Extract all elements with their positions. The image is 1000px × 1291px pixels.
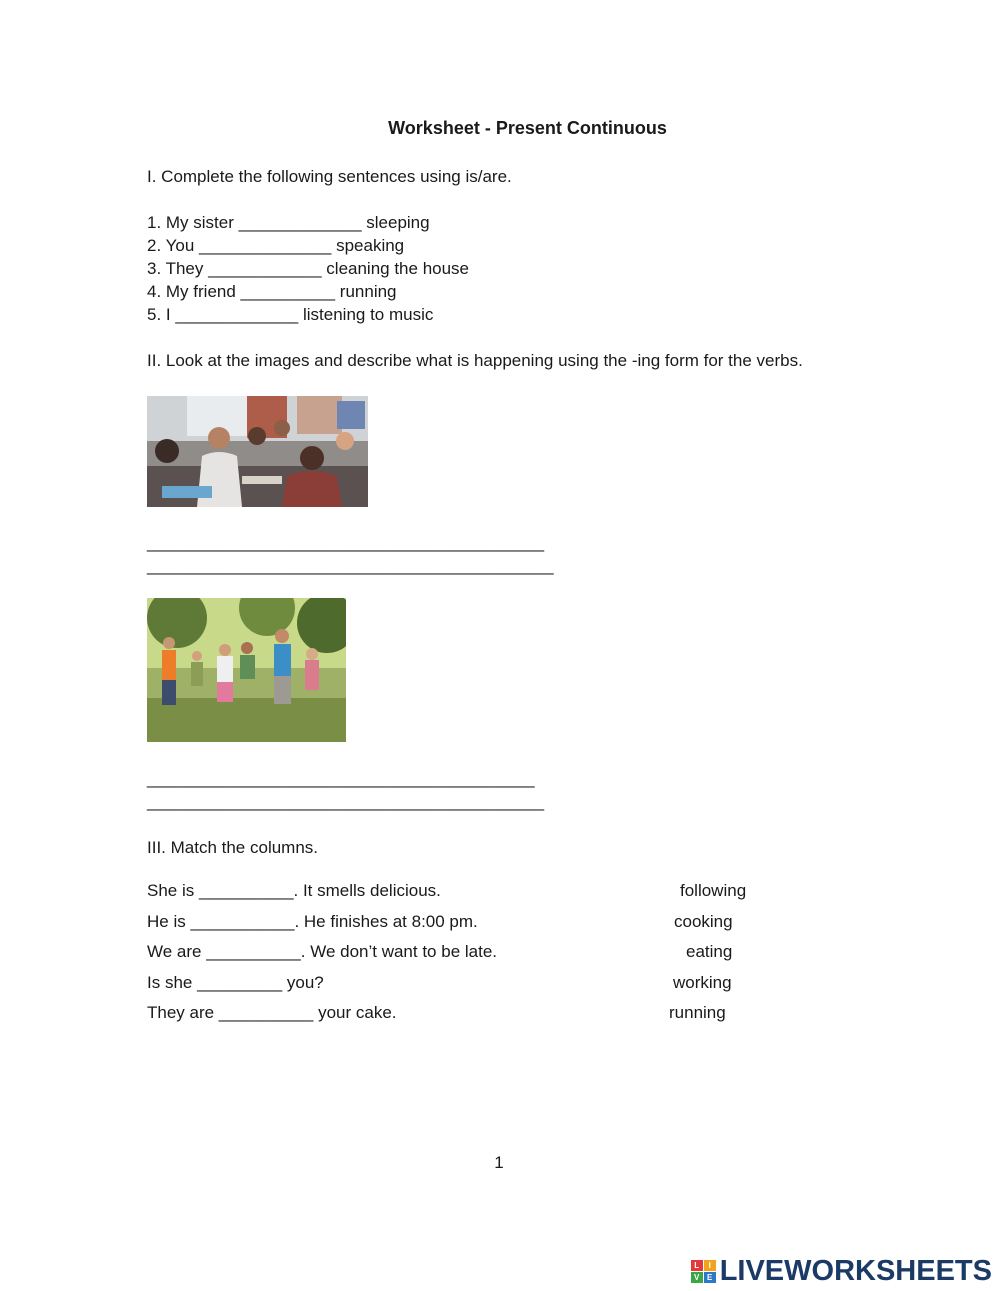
match-sentence: We are __________. We don’t want to be late. <box>147 942 498 961</box>
logo-block: E <box>704 1272 716 1283</box>
match-word: following <box>680 881 747 900</box>
section3-heading: III. Match the columns. <box>147 838 319 857</box>
logo-block: L <box>691 1260 703 1271</box>
list-item: 4. My friend __________ running <box>147 282 397 301</box>
list-item: 1. My sister _____________ sleeping <box>147 213 430 232</box>
match-sentence: They are __________ your cake. <box>147 1003 397 1022</box>
logo-block: V <box>691 1272 703 1283</box>
brand-name: LIVEWORKSHEETS <box>719 1254 992 1287</box>
match-word: running <box>669 1003 726 1022</box>
section1-heading: I. Complete the following sentences using is/are. <box>147 167 512 186</box>
logo-block: I <box>704 1260 716 1271</box>
match-sentence: Is she _________ you? <box>147 973 324 992</box>
answer-line[interactable]: ___________________________________________ <box>147 556 554 575</box>
match-word: cooking <box>674 912 733 931</box>
section2-heading: II. Look at the images and describe what is happening using the -ing form for the verbs. <box>147 351 803 370</box>
match-word: working <box>673 973 732 992</box>
match-sentence: He is ___________. He finishes at 8:00 pm. <box>147 912 478 931</box>
answer-line[interactable]: __________________________________________ <box>147 792 545 811</box>
page-title: Worksheet - Present Continuous <box>388 118 667 138</box>
answer-line[interactable]: _________________________________________ <box>147 769 535 788</box>
classroom-photo <box>147 396 368 507</box>
list-item: 3. They ____________ cleaning the house <box>147 259 470 278</box>
children-playing-photo <box>147 598 346 742</box>
page-number: 1 <box>494 1153 504 1172</box>
match-sentence: She is __________. It smells delicious. <box>147 881 441 900</box>
list-item: 2. You ______________ speaking <box>147 236 405 255</box>
list-item: 5. I _____________ listening to music <box>147 305 434 324</box>
answer-line[interactable]: __________________________________________ <box>147 533 545 552</box>
liveworksheets-logo[interactable] <box>691 1254 992 1288</box>
logo-blocks-icon <box>691 1260 716 1283</box>
match-word: eating <box>686 942 733 961</box>
